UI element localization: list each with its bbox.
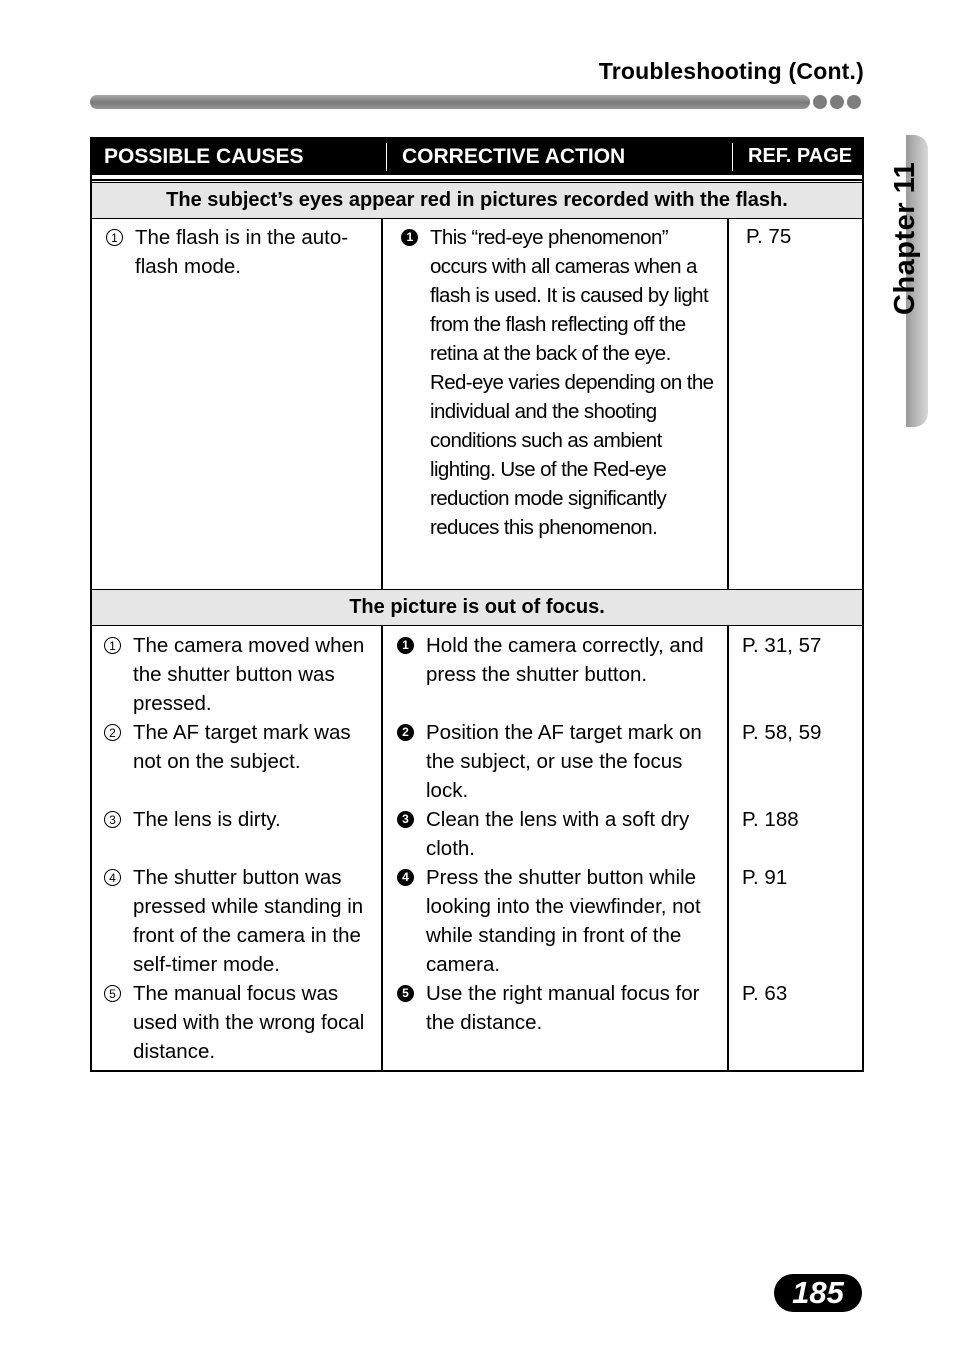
action-text: This “red-eye phenomenon” occurs with all cameras when a flash is used. It is caused by light from the flash reflecting off the retina at the back of the eye. Red-eye varies depending on the individual and the shooting conditions such as ambient lighting. Use of the Red-eye reduction mode significantly reduces this phenomenon. [430,226,714,539]
cause-number: 1 [106,229,123,246]
ref-page: P. 58, 59 [742,721,822,744]
column-header-ref: REF. PAGE [748,145,853,167]
page-number: 185 [774,1274,862,1312]
cause-item [104,805,374,834]
action-number: 4 [397,869,414,886]
action-text: Use the right manual focus for the distance. [426,982,700,1034]
cause-text: The shutter button was pressed while standing in front of the camera in the self-timer mode. [133,866,364,976]
section-title-red-eye: The subject’s eyes appear red in pictures recorded with the flash. [92,182,862,219]
header-double-rule [92,179,862,181]
cause-number: 2 [104,724,121,741]
cause-item [104,979,374,1066]
ref-page: P. 188 [742,808,799,831]
action-number: 1 [401,229,418,246]
chapter-label: Chapter 11 [889,161,921,315]
cause-number: 1 [104,637,121,654]
section-title-out-of-focus: The picture is out of focus. [92,589,862,626]
troubleshooting-table [90,137,864,1072]
column-divider [727,626,729,1072]
column-divider [381,626,383,1072]
action-item [397,863,722,979]
header-divider [386,143,387,171]
action-text: Position the AF target mark on the subject, or use the focus lock. [426,721,702,802]
action-item [397,631,722,689]
column-divider [381,219,383,590]
action-item [401,223,716,542]
cause-text: The lens is dirty. [133,808,281,831]
cause-text: The flash is in the auto-flash mode. [135,226,349,278]
cause-item [104,863,374,979]
action-text: Hold the camera correctly, and press the shutter button. [426,634,704,686]
header-divider [732,143,733,171]
cause-cell [106,223,371,281]
header-dot [847,95,861,109]
cause-number: 3 [104,811,121,828]
table-header-row [92,139,862,175]
header-dots [813,95,861,109]
ref-page: P. 91 [742,866,788,889]
action-number: 1 [397,637,414,654]
action-item [397,718,722,805]
column-divider [727,219,729,590]
action-item [397,805,722,863]
action-text: Clean the lens with a soft dry cloth. [426,808,690,860]
action-number: 2 [397,724,414,741]
header-dot [830,95,844,109]
cause-number: 4 [104,869,121,886]
header-rule [90,95,810,109]
cause-item [104,631,374,718]
action-number: 3 [397,811,414,828]
action-text: Press the shutter button while looking into the viewfinder, not while standing in front of the camera. [426,866,701,976]
cause-item [106,223,371,281]
page-header-title: Troubleshooting (Cont.) [598,58,864,84]
column-header-action: CORRECTIVE ACTION [402,145,626,168]
cause-number: 5 [104,985,121,1002]
column-header-causes: POSSIBLE CAUSES [104,145,304,168]
cause-text: The camera moved when the shutter button was pressed. [133,634,365,715]
ref-page: P. 31, 57 [742,634,822,657]
cause-text: The manual focus was used with the wrong focal distance. [133,982,365,1063]
action-item [397,979,722,1037]
action-cell [401,223,716,542]
cause-item [104,718,374,776]
header-dot [813,95,827,109]
ref-page: P. 63 [742,982,788,1005]
cause-text: The AF target mark was not on the subject. [133,721,351,773]
action-number: 5 [397,985,414,1002]
ref-page: P. 75 [746,225,792,248]
